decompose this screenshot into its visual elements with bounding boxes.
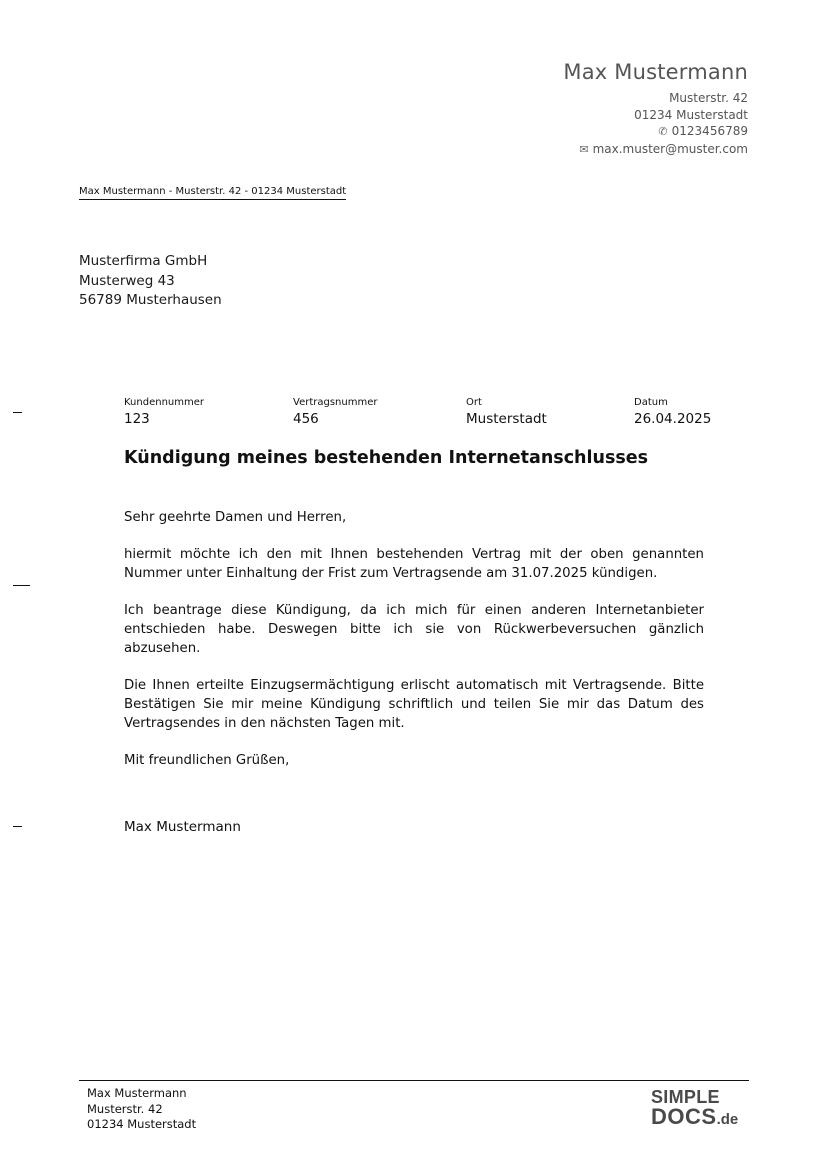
body-paragraph: Ich beantrage diese Kündigung, da ich mich für einen anderen Internetanbieter entschieden habe. Deswegen bitte ich sie von Rückwerbeversuchen gänzlich abzusehen. xyxy=(124,603,704,656)
sender-email-row xyxy=(563,141,748,159)
info-value: 456 xyxy=(293,411,319,427)
info-value: 123 xyxy=(124,411,150,427)
info-value: 26.04.2025 xyxy=(634,411,712,427)
info-value: Musterstadt xyxy=(466,411,547,427)
sender-header xyxy=(563,60,748,158)
info-label: Vertragsnummer xyxy=(293,397,378,408)
info-customer-number xyxy=(124,397,204,427)
info-contract-number xyxy=(293,397,377,427)
letter-subject: Kündigung meines bestehenden Internetanschlusses xyxy=(124,448,649,468)
info-date xyxy=(634,397,711,427)
signature-name: Max Mustermann xyxy=(124,819,241,835)
info-place xyxy=(466,397,547,427)
info-label: Kundennummer xyxy=(124,397,204,408)
fold-mark-bottom xyxy=(13,826,22,827)
return-address: Max Mustermann - Musterstr. 42 - 01234 Musterstadt xyxy=(79,186,346,200)
letter-body xyxy=(124,508,704,788)
sender-email: max.muster@muster.com xyxy=(592,141,748,156)
footer-city: 01234 Musterstadt xyxy=(87,1117,197,1131)
body-paragraph: Die Ihnen erteilte Einzugsermächtigung erlischt automatisch mit Vertragsende. Bitte Bestätigen Sie mir meine Kündigung schriftlich und teilen Sie mir das Datum des Vertragsendes in den nächsten Tagen mit. xyxy=(124,678,704,731)
footer-name: Max Mustermann xyxy=(87,1086,187,1100)
footer-address xyxy=(87,1086,196,1133)
phone-icon: ✆ xyxy=(658,125,668,138)
punch-mark xyxy=(13,585,30,586)
sender-phone-row xyxy=(563,123,748,141)
sender-city: 01234 Musterstadt xyxy=(634,107,748,122)
logo-line2 xyxy=(651,1104,747,1129)
logo-suffix: .de xyxy=(716,1111,739,1128)
body-paragraph: hiermit möchte ich den mit Ihnen bestehenden Vertrag mit der oben genannten Nummer unter Einhaltung der Frist zum Vertragsende am 31.07.2025 kündigen. xyxy=(124,547,704,581)
info-label: Datum xyxy=(634,397,668,408)
footer-divider xyxy=(79,1080,749,1081)
closing: Mit freundlichen Grüßen, xyxy=(124,753,290,768)
recipient-address xyxy=(79,252,222,311)
fold-mark-top xyxy=(13,412,22,413)
recipient-company: Musterfirma GmbH xyxy=(79,253,208,269)
sender-phone: 0123456789 xyxy=(671,124,748,138)
sender-name: Max Mustermann xyxy=(563,60,748,84)
logo-line1: SIMPLE xyxy=(651,1087,720,1107)
envelope-icon: ✉ xyxy=(579,142,589,156)
salutation: Sehr geehrte Damen und Herren, xyxy=(124,510,347,525)
info-label: Ort xyxy=(466,397,482,408)
sender-street: Musterstr. 42 xyxy=(669,91,748,105)
recipient-city: 56789 Musterhausen xyxy=(79,292,222,308)
recipient-street: Musterweg 43 xyxy=(79,272,175,289)
footer-street: Musterstr. 42 xyxy=(87,1101,163,1116)
logo-docs: DOCS xyxy=(651,1104,717,1129)
simpledocs-logo xyxy=(651,1088,747,1129)
